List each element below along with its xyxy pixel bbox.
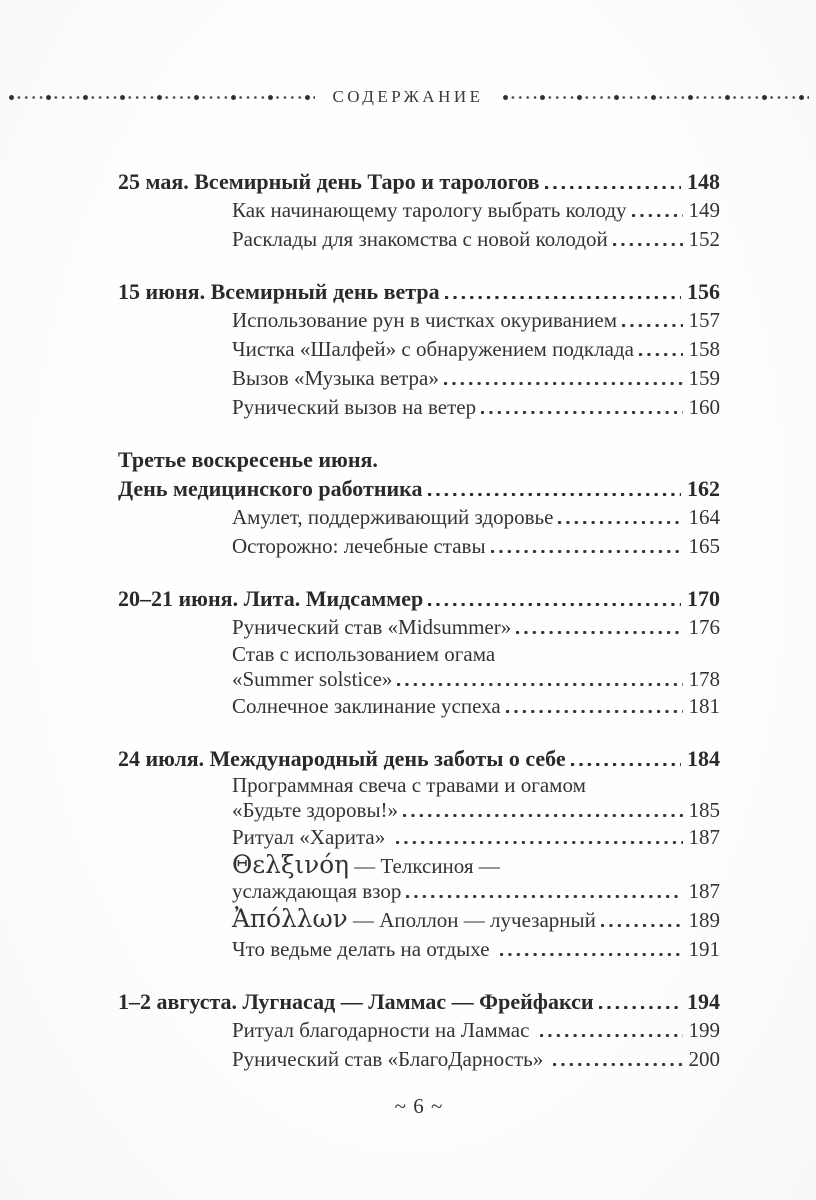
folio-page-number: ~ 6 ~ [394, 1094, 444, 1118]
page-header [0, 87, 816, 107]
toc-line [118, 393, 720, 422]
toc-line [118, 306, 720, 335]
toc-line-text: 1–2 августа. Лугнасад — Ламмас — Фрейфакси [118, 989, 594, 1014]
toc-line-text [232, 852, 500, 879]
toc-line [118, 904, 720, 935]
page-number: 152 [688, 227, 720, 251]
dot-leader [639, 352, 683, 356]
toc-line [118, 613, 720, 642]
toc-line [118, 798, 720, 823]
toc-heading [118, 277, 720, 306]
page-number: 199 [688, 1018, 720, 1042]
toc-line [118, 532, 720, 561]
dot-leader [553, 1062, 682, 1066]
toc-line-text: 25 мая. Всемирный день Таро и тарологов [118, 169, 540, 194]
dot-leader [396, 840, 683, 844]
toc-line-text: Программная свеча с травами и огамом [232, 773, 586, 797]
toc-section [118, 744, 720, 964]
page-number: 170 [687, 586, 720, 611]
toc-section [118, 167, 720, 254]
toc [118, 167, 720, 1097]
dot-leader [406, 894, 682, 898]
toc-line-text: Осторожно: лечебные ставы [232, 534, 486, 558]
toc-entry [118, 773, 720, 823]
toc-line [118, 335, 720, 364]
toc-line-text: День медицинского работника [118, 476, 423, 501]
toc-heading [118, 744, 720, 773]
page-number: 149 [688, 198, 720, 222]
toc-line-text: «Будьте здоровы!» [232, 798, 399, 822]
greek-term: Θελξινόη [232, 850, 349, 879]
toc-entry [118, 532, 720, 561]
dot-leader [491, 549, 683, 553]
dot-leader [622, 323, 682, 327]
page-number: 194 [687, 989, 720, 1014]
toc-entry [118, 904, 720, 935]
toc-line [118, 474, 720, 503]
page-number: 200 [688, 1047, 720, 1071]
toc-section [118, 987, 720, 1074]
text-segment: — Телксиноя — [348, 854, 500, 878]
toc-line-text: Что ведьме делать на отдыхе [232, 937, 495, 961]
toc-entry [118, 503, 720, 532]
toc-entry [118, 225, 720, 254]
toc-line-text: 20–21 июня. Лита. Мидсаммер [118, 586, 424, 611]
page-number: 165 [688, 534, 720, 558]
toc-line-text: Ритуал благодарности на Ламмас [232, 1018, 535, 1042]
dot-leader [601, 923, 683, 927]
toc-line-text: Ритуал «Харита» [232, 825, 391, 849]
toc-line [118, 1045, 720, 1074]
toc-entry [118, 306, 720, 335]
toc-section [118, 445, 720, 561]
toc-line [118, 445, 720, 474]
toc-line [118, 642, 720, 667]
toc-line-text: Как начинающему тарологу выбрать колоду [232, 198, 627, 222]
page-number: 158 [688, 337, 720, 361]
toc-line-text: Солнечное заклинание успеха [232, 694, 501, 718]
page-number: 189 [688, 908, 720, 932]
greek-term: Ἀπόλλων [232, 904, 348, 933]
toc-line-text: 24 июля. Международный день заботы о себе [118, 746, 566, 771]
toc-line [118, 773, 720, 798]
toc-line [118, 692, 720, 721]
page-footer [118, 1094, 720, 1119]
dot-leader [428, 492, 681, 496]
toc-section [118, 277, 720, 422]
toc-line-text: Чистка «Шалфей» с обнаружением подклада [232, 337, 634, 361]
toc-entry [118, 1045, 720, 1074]
dot-leader [545, 185, 681, 189]
dot-leader [397, 682, 682, 686]
toc-line-text: Рунический вызов на ветер [232, 395, 477, 419]
toc-line [118, 225, 720, 254]
toc-line-text: Третье воскресенье июня. [118, 447, 378, 472]
toc-entry [118, 692, 720, 721]
page-number: 162 [687, 476, 720, 501]
toc-entry [118, 935, 720, 964]
toc-line [118, 987, 720, 1016]
toc-line [118, 823, 720, 852]
toc-line [118, 503, 720, 532]
toc-entry [118, 642, 720, 692]
page-number: 191 [688, 937, 720, 961]
toc-entry [118, 613, 720, 642]
dot-leader [481, 410, 682, 414]
dot-leader [516, 630, 682, 634]
toc-line-text: Став с использованием огама [232, 642, 496, 666]
page-number: 159 [688, 366, 720, 390]
toc-section [118, 584, 720, 721]
toc-line-text: Использование рун в чистках окуриванием [232, 308, 618, 332]
page-number: 185 [688, 798, 720, 822]
ornament-dotted-line-left [7, 93, 315, 102]
dot-leader [428, 602, 681, 606]
toc-line-text: 15 июня. Всемирный день ветра [118, 279, 440, 304]
page-number: 184 [687, 746, 720, 771]
page-number: 156 [687, 279, 720, 304]
toc-entry [118, 852, 720, 904]
toc-line-text: Вызов «Музыка ветра» [232, 366, 439, 390]
dot-leader [632, 213, 683, 217]
dot-leader [599, 1005, 681, 1009]
page-number: 187 [688, 879, 720, 903]
toc-line-text: Рунический став «БлагоДарность» [232, 1047, 549, 1071]
page-number: 148 [687, 169, 720, 194]
dot-leader [403, 813, 682, 817]
dot-leader [613, 242, 683, 246]
page-title: СОДЕРЖАНИЕ [332, 87, 484, 106]
toc-line [118, 744, 720, 773]
toc-heading [118, 584, 720, 613]
toc-entry [118, 823, 720, 852]
ornament-dotted-line-right [501, 93, 809, 102]
page-number: 176 [688, 615, 720, 639]
toc-line [118, 852, 720, 879]
text-segment: — Аполлон — лучезарный [347, 908, 596, 932]
toc-line-text: Расклады для знакомства с новой колодой [232, 227, 608, 251]
toc-entry [118, 196, 720, 225]
page-number: 157 [688, 308, 720, 332]
toc-entry [118, 393, 720, 422]
dot-leader [444, 381, 683, 385]
toc-entry [118, 364, 720, 393]
toc-heading [118, 445, 720, 503]
dot-leader [571, 762, 681, 766]
dot-leader [558, 520, 682, 524]
toc-line [118, 196, 720, 225]
dot-leader [540, 1033, 683, 1037]
dot-leader [506, 709, 683, 713]
toc-heading [118, 167, 720, 196]
toc-line [118, 167, 720, 196]
toc-line [118, 364, 720, 393]
toc-line-text: Амулет, поддерживающий здоровье [232, 505, 554, 529]
toc-line-text [232, 904, 596, 935]
toc-line [118, 584, 720, 613]
page-number: 178 [688, 667, 720, 691]
toc-line [118, 667, 720, 692]
toc-entry [118, 335, 720, 364]
toc-entry [118, 1016, 720, 1045]
page-number: 160 [688, 395, 720, 419]
dot-leader [500, 952, 683, 956]
toc-line [118, 879, 720, 904]
page-number: 164 [688, 505, 720, 529]
toc-line-text: Рунический став «Midsummer» [232, 615, 512, 639]
page-number: 181 [688, 694, 720, 718]
toc-line [118, 935, 720, 964]
toc-line [118, 277, 720, 306]
toc-heading [118, 987, 720, 1016]
dot-leader [445, 295, 681, 299]
toc-line [118, 1016, 720, 1045]
page-number: 187 [688, 825, 720, 849]
toc-line-text: «Summer solstice» [232, 667, 393, 691]
toc-line-text: услаждающая взор [232, 879, 402, 903]
